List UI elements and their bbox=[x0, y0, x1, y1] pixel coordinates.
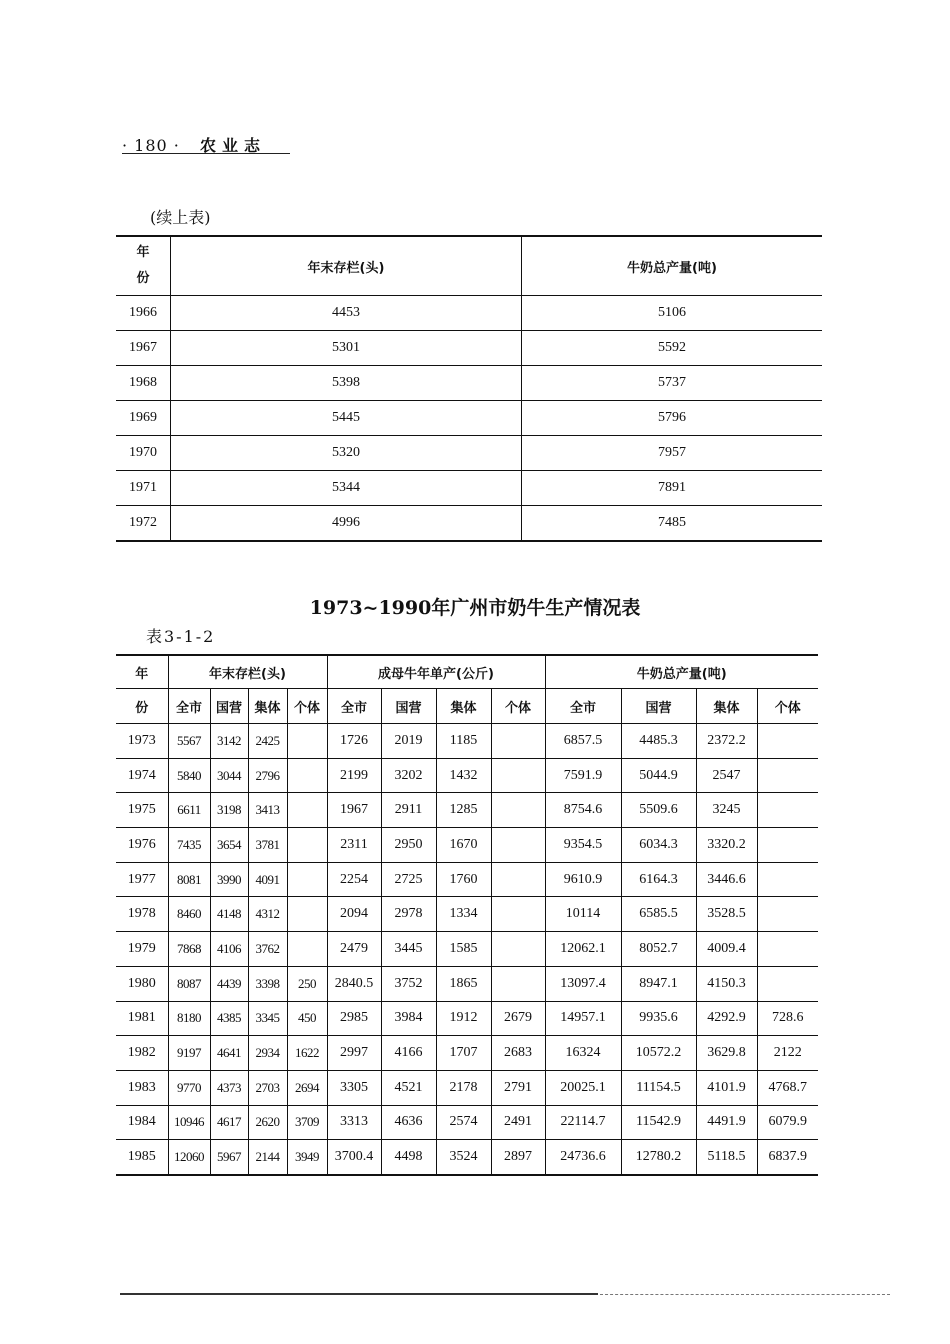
value-cell: 3313 bbox=[327, 1105, 381, 1140]
stock-group-header: 年末存栏(头) bbox=[168, 655, 327, 689]
table-number: 表3-1-2 bbox=[146, 627, 216, 646]
value-cell bbox=[287, 862, 327, 897]
stock-cell: 4453 bbox=[171, 296, 522, 331]
value-cell: 7435 bbox=[168, 828, 210, 863]
value-cell: 4768.7 bbox=[757, 1070, 818, 1105]
table-row bbox=[116, 296, 822, 331]
value-cell: 2547 bbox=[696, 758, 757, 793]
value-cell: 2978 bbox=[381, 897, 436, 932]
value-cell: 3202 bbox=[381, 758, 436, 793]
value-cell: 12060 bbox=[168, 1140, 210, 1175]
value-cell: 4148 bbox=[210, 897, 248, 932]
year-header-bottom: 份 bbox=[136, 271, 150, 286]
value-cell: 2950 bbox=[381, 828, 436, 863]
milk-cell: 5796 bbox=[522, 401, 823, 436]
value-cell: 728.6 bbox=[757, 1001, 818, 1036]
value-cell bbox=[491, 828, 545, 863]
value-cell: 250 bbox=[287, 966, 327, 1001]
value-cell: 2796 bbox=[248, 758, 287, 793]
stock-header: 年末存栏(头) bbox=[171, 236, 522, 296]
table-row bbox=[116, 1001, 818, 1036]
year-cell: 1980 bbox=[116, 966, 168, 1001]
year-cell: 1973 bbox=[116, 724, 168, 759]
year-cell: 1974 bbox=[116, 758, 168, 793]
value-cell: 2620 bbox=[248, 1105, 287, 1140]
value-cell: 2144 bbox=[248, 1140, 287, 1175]
value-cell: 9354.5 bbox=[545, 828, 621, 863]
value-cell bbox=[757, 932, 818, 967]
value-cell: 4385 bbox=[210, 1001, 248, 1036]
value-cell: 4166 bbox=[381, 1036, 436, 1071]
value-cell: 3752 bbox=[381, 966, 436, 1001]
value-cell: 1285 bbox=[436, 793, 491, 828]
year-cell: 1979 bbox=[116, 932, 168, 967]
table-row bbox=[116, 828, 818, 863]
value-cell: 1707 bbox=[436, 1036, 491, 1071]
value-cell: 2934 bbox=[248, 1036, 287, 1071]
value-cell: 3524 bbox=[436, 1140, 491, 1175]
table-title: 1973~1990年广州市奶牛生产情况表 bbox=[309, 597, 641, 619]
value-cell: 5567 bbox=[168, 724, 210, 759]
value-cell bbox=[757, 966, 818, 1001]
value-cell: 5044.9 bbox=[621, 758, 696, 793]
value-cell: 4312 bbox=[248, 897, 287, 932]
value-cell: 16324 bbox=[545, 1036, 621, 1071]
value-cell: 9197 bbox=[168, 1036, 210, 1071]
value-cell: 450 bbox=[287, 1001, 327, 1036]
year-header-top: 年 bbox=[116, 655, 168, 689]
value-cell: 6585.5 bbox=[621, 897, 696, 932]
value-cell: 2491 bbox=[491, 1105, 545, 1140]
table-row bbox=[116, 366, 822, 401]
value-cell: 4636 bbox=[381, 1105, 436, 1140]
value-cell: 6034.3 bbox=[621, 828, 696, 863]
value-cell: 3709 bbox=[287, 1105, 327, 1140]
year-header bbox=[116, 236, 171, 296]
value-cell bbox=[491, 932, 545, 967]
production-table-body bbox=[116, 724, 818, 1175]
year-cell: 1978 bbox=[116, 897, 168, 932]
value-cell: 2911 bbox=[381, 793, 436, 828]
value-cell: 4439 bbox=[210, 966, 248, 1001]
value-cell: 3446.6 bbox=[696, 862, 757, 897]
value-cell: 3629.8 bbox=[696, 1036, 757, 1071]
stock-cell: 5344 bbox=[171, 471, 522, 506]
footer-rule-dashed bbox=[600, 1294, 890, 1295]
value-cell: 6079.9 bbox=[757, 1105, 818, 1140]
value-cell: 8754.6 bbox=[545, 793, 621, 828]
year-cell: 1975 bbox=[116, 793, 168, 828]
value-cell: 3654 bbox=[210, 828, 248, 863]
year-cell: 1982 bbox=[116, 1036, 168, 1071]
value-cell: 3305 bbox=[327, 1070, 381, 1105]
value-cell: 4091 bbox=[248, 862, 287, 897]
sub-header: 个体 bbox=[491, 689, 545, 724]
value-cell bbox=[491, 724, 545, 759]
value-cell: 2178 bbox=[436, 1070, 491, 1105]
value-cell: 4617 bbox=[210, 1105, 248, 1140]
year-cell: 1981 bbox=[116, 1001, 168, 1036]
value-cell: 4491.9 bbox=[696, 1105, 757, 1140]
table-row bbox=[116, 506, 822, 542]
book-title: 农业志 bbox=[199, 136, 266, 155]
value-cell bbox=[757, 758, 818, 793]
value-cell bbox=[757, 862, 818, 897]
stock-cell: 4996 bbox=[171, 506, 522, 542]
table-row bbox=[116, 1105, 818, 1140]
value-cell: 2254 bbox=[327, 862, 381, 897]
value-cell bbox=[287, 758, 327, 793]
value-cell: 5509.6 bbox=[621, 793, 696, 828]
value-cell: 3445 bbox=[381, 932, 436, 967]
value-cell: 4498 bbox=[381, 1140, 436, 1175]
value-cell: 1622 bbox=[287, 1036, 327, 1071]
value-cell: 8947.1 bbox=[621, 966, 696, 1001]
value-cell bbox=[757, 793, 818, 828]
value-cell: 10572.2 bbox=[621, 1036, 696, 1071]
value-cell: 2019 bbox=[381, 724, 436, 759]
value-cell bbox=[491, 758, 545, 793]
value-cell bbox=[287, 724, 327, 759]
value-cell: 3142 bbox=[210, 724, 248, 759]
value-cell: 20025.1 bbox=[545, 1070, 621, 1105]
page-number: · 180 · bbox=[122, 136, 180, 155]
value-cell: 3345 bbox=[248, 1001, 287, 1036]
value-cell: 7591.9 bbox=[545, 758, 621, 793]
table-row bbox=[116, 932, 818, 967]
year-cell: 1985 bbox=[116, 1140, 168, 1175]
value-cell: 2094 bbox=[327, 897, 381, 932]
value-cell: 5118.5 bbox=[696, 1140, 757, 1175]
header-underline bbox=[122, 153, 290, 154]
value-cell: 1334 bbox=[436, 897, 491, 932]
value-cell: 1912 bbox=[436, 1001, 491, 1036]
value-cell: 8052.7 bbox=[621, 932, 696, 967]
value-cell: 6611 bbox=[168, 793, 210, 828]
footer-rule bbox=[120, 1293, 598, 1295]
year-cell: 1972 bbox=[116, 506, 171, 542]
milk-cell: 5737 bbox=[522, 366, 823, 401]
value-cell bbox=[287, 897, 327, 932]
sub-header-row bbox=[116, 689, 818, 724]
group-header-row bbox=[116, 655, 818, 689]
value-cell: 3245 bbox=[696, 793, 757, 828]
value-cell bbox=[757, 897, 818, 932]
table-row bbox=[116, 897, 818, 932]
value-cell: 4641 bbox=[210, 1036, 248, 1071]
value-cell: 2997 bbox=[327, 1036, 381, 1071]
value-cell: 4150.3 bbox=[696, 966, 757, 1001]
value-cell: 3320.2 bbox=[696, 828, 757, 863]
continuation-label: (续上表) bbox=[150, 208, 211, 227]
year-cell: 1976 bbox=[116, 828, 168, 863]
value-cell: 22114.7 bbox=[545, 1105, 621, 1140]
value-cell: 8460 bbox=[168, 897, 210, 932]
value-cell: 2897 bbox=[491, 1140, 545, 1175]
value-cell: 3044 bbox=[210, 758, 248, 793]
continued-table-body bbox=[116, 296, 822, 542]
table-row bbox=[116, 1140, 818, 1175]
value-cell: 1585 bbox=[436, 932, 491, 967]
value-cell: 8081 bbox=[168, 862, 210, 897]
year-cell: 1971 bbox=[116, 471, 171, 506]
value-cell: 2679 bbox=[491, 1001, 545, 1036]
value-cell: 3762 bbox=[248, 932, 287, 967]
value-cell: 3413 bbox=[248, 793, 287, 828]
value-cell: 2574 bbox=[436, 1105, 491, 1140]
table-row bbox=[116, 401, 822, 436]
sub-header: 全市 bbox=[545, 689, 621, 724]
value-cell: 2725 bbox=[381, 862, 436, 897]
sub-header: 个体 bbox=[287, 689, 327, 724]
table-row bbox=[116, 331, 822, 366]
year-cell: 1970 bbox=[116, 436, 171, 471]
value-cell: 1432 bbox=[436, 758, 491, 793]
value-cell: 1670 bbox=[436, 828, 491, 863]
value-cell: 4373 bbox=[210, 1070, 248, 1105]
value-cell: 2791 bbox=[491, 1070, 545, 1105]
value-cell: 2683 bbox=[491, 1036, 545, 1071]
value-cell: 1967 bbox=[327, 793, 381, 828]
stock-cell: 5301 bbox=[171, 331, 522, 366]
value-cell: 1865 bbox=[436, 966, 491, 1001]
value-cell: 4009.4 bbox=[696, 932, 757, 967]
sub-header: 集体 bbox=[436, 689, 491, 724]
value-cell: 2840.5 bbox=[327, 966, 381, 1001]
year-cell: 1984 bbox=[116, 1105, 168, 1140]
value-cell bbox=[757, 828, 818, 863]
value-cell: 2425 bbox=[248, 724, 287, 759]
year-cell: 1966 bbox=[116, 296, 171, 331]
value-cell: 24736.6 bbox=[545, 1140, 621, 1175]
year-header-top: 年 bbox=[136, 245, 150, 260]
table-row bbox=[116, 862, 818, 897]
value-cell: 11542.9 bbox=[621, 1105, 696, 1140]
table-header-row bbox=[116, 236, 822, 296]
milk-cell: 7891 bbox=[522, 471, 823, 506]
table-row bbox=[116, 724, 818, 759]
value-cell: 12062.1 bbox=[545, 932, 621, 967]
value-cell: 3398 bbox=[248, 966, 287, 1001]
year-cell: 1977 bbox=[116, 862, 168, 897]
value-cell: 4106 bbox=[210, 932, 248, 967]
value-cell: 1726 bbox=[327, 724, 381, 759]
sub-header: 国营 bbox=[210, 689, 248, 724]
milk-header: 牛奶总产量(吨) bbox=[522, 236, 823, 296]
stock-cell: 5320 bbox=[171, 436, 522, 471]
production-table bbox=[116, 654, 818, 1176]
sub-header: 集体 bbox=[696, 689, 757, 724]
value-cell: 14957.1 bbox=[545, 1001, 621, 1036]
milk-cell: 7957 bbox=[522, 436, 823, 471]
value-cell: 7868 bbox=[168, 932, 210, 967]
stock-cell: 5445 bbox=[171, 401, 522, 436]
value-cell: 1185 bbox=[436, 724, 491, 759]
value-cell bbox=[287, 828, 327, 863]
value-cell: 3700.4 bbox=[327, 1140, 381, 1175]
table-row bbox=[116, 1036, 818, 1071]
sub-header: 全市 bbox=[327, 689, 381, 724]
value-cell: 2694 bbox=[287, 1070, 327, 1105]
value-cell: 11154.5 bbox=[621, 1070, 696, 1105]
value-cell: 2479 bbox=[327, 932, 381, 967]
value-cell: 3528.5 bbox=[696, 897, 757, 932]
sub-header: 个体 bbox=[757, 689, 818, 724]
value-cell: 9770 bbox=[168, 1070, 210, 1105]
continued-table bbox=[116, 235, 822, 542]
table-row bbox=[116, 1070, 818, 1105]
milk-group-header: 牛奶总产量(吨) bbox=[545, 655, 818, 689]
value-cell bbox=[491, 862, 545, 897]
value-cell: 1760 bbox=[436, 862, 491, 897]
value-cell: 3990 bbox=[210, 862, 248, 897]
value-cell bbox=[287, 932, 327, 967]
year-cell: 1967 bbox=[116, 331, 171, 366]
value-cell: 13097.4 bbox=[545, 966, 621, 1001]
value-cell: 3984 bbox=[381, 1001, 436, 1036]
value-cell bbox=[287, 793, 327, 828]
value-cell: 5840 bbox=[168, 758, 210, 793]
table-row bbox=[116, 793, 818, 828]
year-cell: 1969 bbox=[116, 401, 171, 436]
table-row bbox=[116, 436, 822, 471]
value-cell: 3781 bbox=[248, 828, 287, 863]
value-cell bbox=[491, 897, 545, 932]
stock-cell: 5398 bbox=[171, 366, 522, 401]
value-cell: 10114 bbox=[545, 897, 621, 932]
value-cell: 5967 bbox=[210, 1140, 248, 1175]
value-cell: 9935.6 bbox=[621, 1001, 696, 1036]
value-cell: 10946 bbox=[168, 1105, 210, 1140]
year-cell: 1968 bbox=[116, 366, 171, 401]
milk-cell: 7485 bbox=[522, 506, 823, 542]
value-cell: 3949 bbox=[287, 1140, 327, 1175]
milk-cell: 5106 bbox=[522, 296, 823, 331]
value-cell: 6164.3 bbox=[621, 862, 696, 897]
value-cell: 4101.9 bbox=[696, 1070, 757, 1105]
sub-header: 全市 bbox=[168, 689, 210, 724]
value-cell: 4521 bbox=[381, 1070, 436, 1105]
value-cell: 2985 bbox=[327, 1001, 381, 1036]
value-cell: 4292.9 bbox=[696, 1001, 757, 1036]
value-cell: 8087 bbox=[168, 966, 210, 1001]
year-cell: 1983 bbox=[116, 1070, 168, 1105]
sub-header: 国营 bbox=[381, 689, 436, 724]
year-header-bottom: 份 bbox=[116, 689, 168, 724]
value-cell: 2703 bbox=[248, 1070, 287, 1105]
value-cell: 9610.9 bbox=[545, 862, 621, 897]
value-cell: 2372.2 bbox=[696, 724, 757, 759]
table-row bbox=[116, 758, 818, 793]
value-cell: 6857.5 bbox=[545, 724, 621, 759]
value-cell: 2311 bbox=[327, 828, 381, 863]
sub-header: 集体 bbox=[248, 689, 287, 724]
value-cell bbox=[491, 966, 545, 1001]
value-cell bbox=[757, 724, 818, 759]
table-row bbox=[116, 471, 822, 506]
value-cell: 4485.3 bbox=[621, 724, 696, 759]
value-cell: 12780.2 bbox=[621, 1140, 696, 1175]
value-cell: 8180 bbox=[168, 1001, 210, 1036]
milk-cell: 5592 bbox=[522, 331, 823, 366]
table-row bbox=[116, 966, 818, 1001]
value-cell: 2122 bbox=[757, 1036, 818, 1071]
value-cell: 2199 bbox=[327, 758, 381, 793]
sub-header: 国营 bbox=[621, 689, 696, 724]
yield-group-header: 成母牛年单产(公斤) bbox=[327, 655, 545, 689]
value-cell: 3198 bbox=[210, 793, 248, 828]
value-cell bbox=[491, 793, 545, 828]
value-cell: 6837.9 bbox=[757, 1140, 818, 1175]
